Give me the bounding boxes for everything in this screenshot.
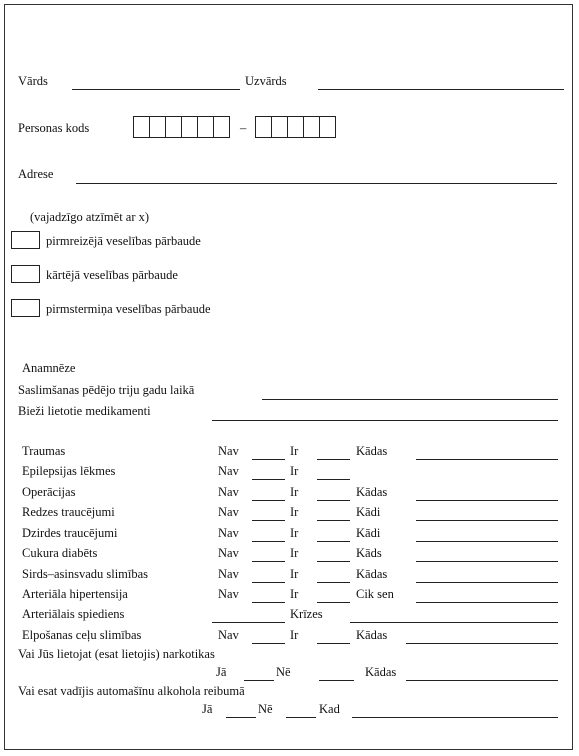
ir-label: Ir <box>290 526 299 540</box>
detail-label: Kādi <box>356 526 381 540</box>
illness-label: Saslimšanas pēdējo triju gadu laikā <box>18 383 195 397</box>
exam-type-option-regular: kārtējā veselības pārbaude <box>46 268 178 282</box>
narcotics-yes-label: Jā <box>216 665 227 679</box>
ir-label: Ir <box>290 567 299 581</box>
alcohol-detail-field[interactable] <box>352 717 558 718</box>
alcohol-yes-field[interactable] <box>226 717 256 718</box>
exam-type-checkbox-initial[interactable] <box>11 231 40 249</box>
address-label: Adrese <box>18 167 54 181</box>
alcohol-no-label: Nē <box>258 702 273 716</box>
code-digit-box[interactable] <box>133 116 150 138</box>
name-field[interactable] <box>72 89 240 90</box>
code-digit-box[interactable] <box>149 116 166 138</box>
detail-field[interactable] <box>416 541 558 542</box>
condition-label: Redzes traucējumi <box>22 505 115 519</box>
code-digit-box[interactable] <box>303 116 320 138</box>
code-digit-box[interactable] <box>271 116 288 138</box>
detail-field[interactable] <box>416 582 558 583</box>
code-digit-box[interactable] <box>165 116 182 138</box>
detail-field[interactable] <box>416 520 558 521</box>
medications-field[interactable] <box>212 420 558 421</box>
ir-label: Ir <box>290 628 299 642</box>
nav-label: Nav <box>218 526 239 540</box>
nav-label: Nav <box>218 587 239 601</box>
ir-field[interactable] <box>317 520 350 521</box>
alcohol-detail-label: Kad <box>319 702 340 716</box>
nav-field[interactable] <box>252 561 285 562</box>
detail-label: Kādas <box>356 567 388 581</box>
narcotics-yes-field[interactable] <box>244 680 274 681</box>
ir-field[interactable] <box>317 643 350 644</box>
nav-label: Nav <box>218 444 239 458</box>
detail-label: Kāds <box>356 546 382 560</box>
nav-field[interactable] <box>252 479 285 480</box>
address-field[interactable] <box>76 183 557 184</box>
personal-code-label: Personas kods <box>18 121 90 135</box>
exam-type-option-initial: pirmreizējā veselības pārbaude <box>46 234 201 248</box>
crises-field[interactable] <box>350 622 558 623</box>
ir-field[interactable] <box>317 602 350 603</box>
nav-field[interactable] <box>252 582 285 583</box>
exam-type-instruction: (vajadzīgo atzīmēt ar x) <box>30 210 150 224</box>
detail-field[interactable] <box>416 459 558 460</box>
ir-label: Ir <box>290 546 299 560</box>
detail-label: Cik sen <box>356 587 394 601</box>
ir-label: Ir <box>290 464 299 478</box>
condition-label: Sirds–asinsvadu slimības <box>22 567 149 581</box>
exam-type-checkbox-early[interactable] <box>11 299 40 317</box>
code-digit-box[interactable] <box>319 116 336 138</box>
code-digit-box[interactable] <box>255 116 272 138</box>
ir-field[interactable] <box>317 582 350 583</box>
nav-label: Nav <box>218 628 239 642</box>
detail-label: Kādi <box>356 505 381 519</box>
code-digit-box[interactable] <box>213 116 230 138</box>
ir-label: Ir <box>290 444 299 458</box>
condition-label: Cukura diabēts <box>22 546 98 560</box>
nav-field[interactable] <box>252 459 285 460</box>
condition-label: Traumas <box>22 444 66 458</box>
medications-label: Bieži lietotie medikamenti <box>18 404 151 418</box>
alcohol-yes-label: Jā <box>202 702 213 716</box>
ir-field[interactable] <box>317 500 350 501</box>
condition-label: Epilepsijas lēkmes <box>22 464 116 478</box>
ir-label: Ir <box>290 485 299 499</box>
surname-label: Uzvārds <box>245 74 287 88</box>
exam-type-option-early: pirmstermiņa veselības pārbaude <box>46 302 211 316</box>
crises-label: Krīzes <box>290 607 323 621</box>
ir-label: Ir <box>290 505 299 519</box>
code-separator: – <box>240 121 247 135</box>
name-label: Vārds <box>18 74 48 88</box>
ir-field[interactable] <box>317 479 350 480</box>
anamnesis-heading: Anamnēze <box>22 361 76 375</box>
nav-field[interactable] <box>252 602 285 603</box>
detail-field[interactable] <box>416 561 558 562</box>
respiratory-label: Elpošanas ceļu slimības <box>22 628 142 642</box>
ir-label: Ir <box>290 587 299 601</box>
blood-pressure-label: Arteriālais spiediens <box>22 607 125 621</box>
illness-field[interactable] <box>262 399 558 400</box>
nav-label: Nav <box>218 485 239 499</box>
code-digit-box[interactable] <box>181 116 198 138</box>
condition-label: Dzirdes traucējumi <box>22 526 118 540</box>
exam-type-checkbox-regular[interactable] <box>11 265 40 283</box>
alcohol-question: Vai esat vadījis automašīnu alkohola reibumā <box>18 684 245 698</box>
ir-field[interactable] <box>317 459 350 460</box>
narcotics-detail-field[interactable] <box>406 680 558 681</box>
condition-label: Arteriāla hipertensija <box>22 587 128 601</box>
detail-label: Kādas <box>356 485 388 499</box>
code-digit-box[interactable] <box>287 116 304 138</box>
narcotics-no-label: Nē <box>276 665 291 679</box>
nav-label: Nav <box>218 567 239 581</box>
narcotics-question: Vai Jūs lietojat (esat lietojis) narkotikas <box>18 647 215 661</box>
nav-field[interactable] <box>252 500 285 501</box>
alcohol-no-field[interactable] <box>286 717 316 718</box>
condition-label: Operācijas <box>22 485 76 499</box>
nav-field[interactable] <box>252 541 285 542</box>
narcotics-no-field[interactable] <box>319 680 354 681</box>
detail-label: Kādas <box>356 628 388 642</box>
nav-label: Nav <box>218 505 239 519</box>
detail-label: Kādas <box>356 444 388 458</box>
detail-field[interactable] <box>416 500 558 501</box>
surname-field[interactable] <box>318 89 564 90</box>
blood-pressure-field[interactable] <box>212 622 285 623</box>
nav-label: Nav <box>218 464 239 478</box>
narcotics-detail-label: Kādas <box>365 665 397 679</box>
ir-field[interactable] <box>317 561 350 562</box>
nav-field[interactable] <box>252 643 285 644</box>
ir-field[interactable] <box>317 541 350 542</box>
nav-label: Nav <box>218 546 239 560</box>
nav-field[interactable] <box>252 520 285 521</box>
detail-field[interactable] <box>406 643 558 644</box>
code-digit-box[interactable] <box>197 116 214 138</box>
detail-field[interactable] <box>416 602 558 603</box>
